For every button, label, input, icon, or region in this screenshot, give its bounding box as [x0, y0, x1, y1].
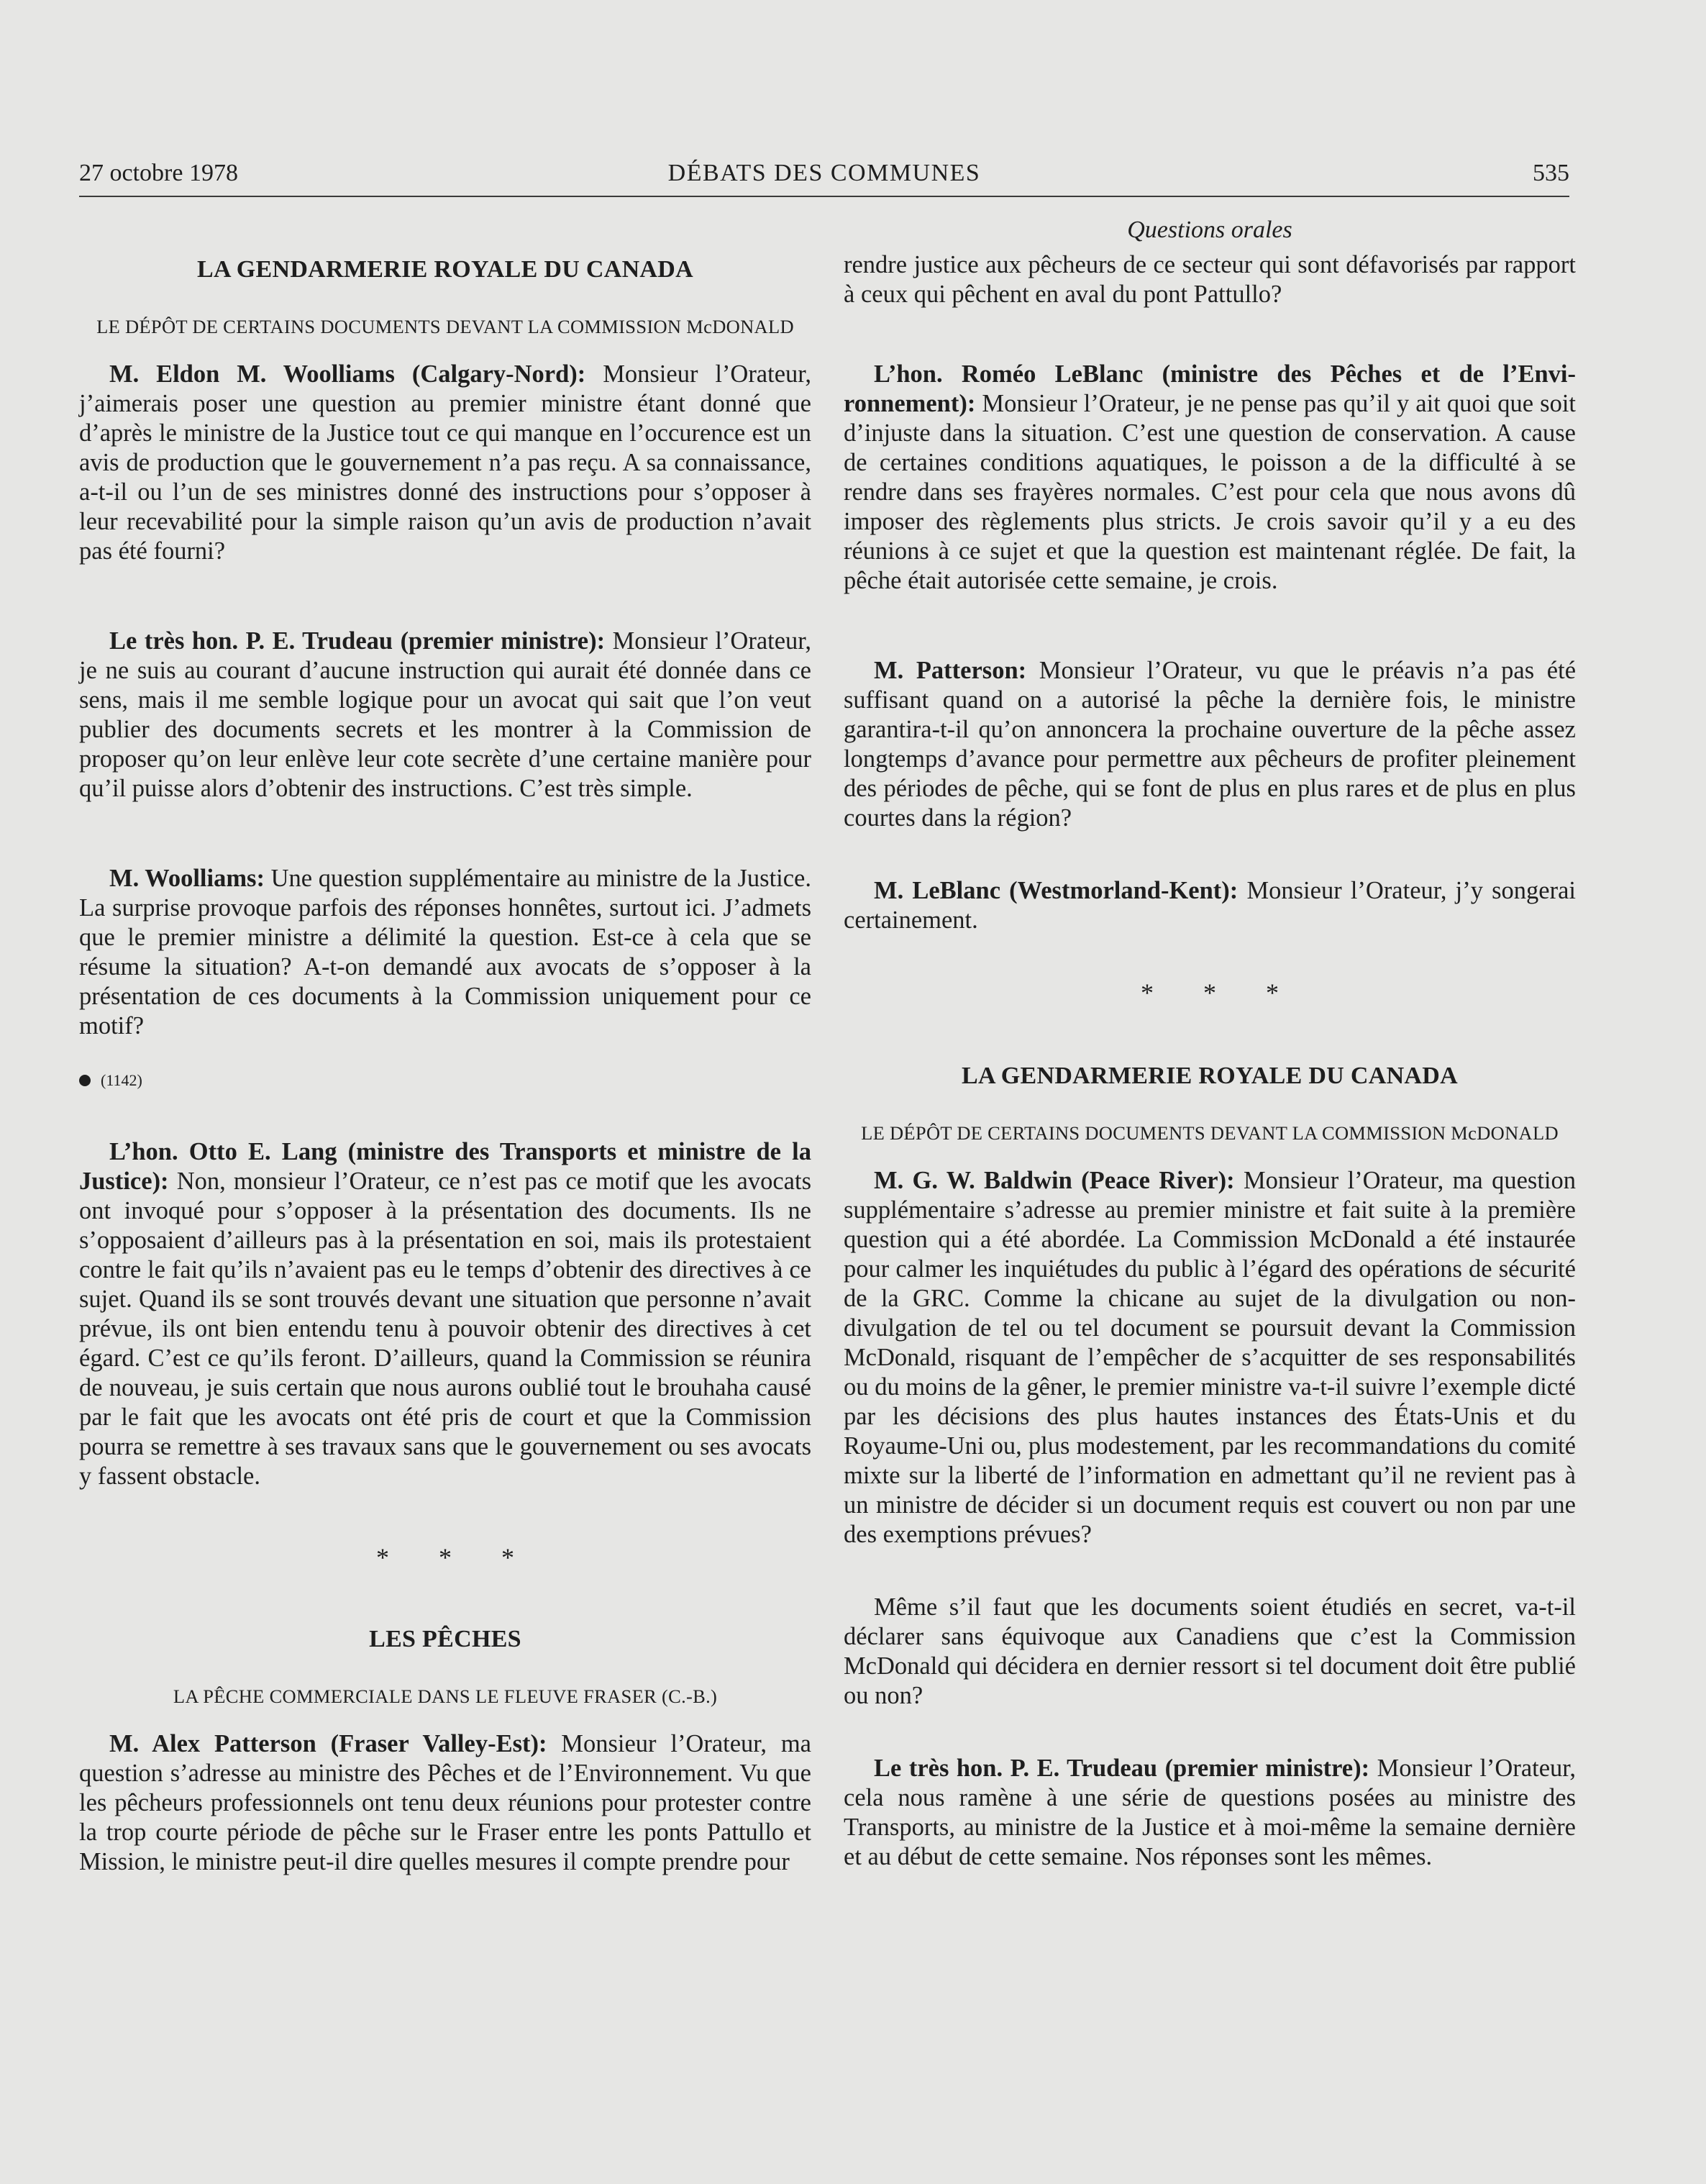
- speech-text: Monsieur l’Orateur, ma question s’adresse au ministre des Pêches et de l’Environnement. Vu que les pêcheurs professionnels ont tenu deux réunions pour protester contre la trop courte période de pêche sur le Fraser entre les ponts Pattullo et Mission, le ministre peut-il dire quelles mesures il compte prendre pour: [79, 1730, 811, 1875]
- speech-text: Monsieur l’Orateur, je ne pense pas qu’il y ait quoi que soit d’injuste dans la situation. C’est une question de conservation. A cause de certaines conditions aquatiques, le poisson a de la difficulté à se rendre dans ses frayères normales. C’est pour cela que nous avons dû imposer des règlements plus stricts. Je crois savoir qu’il y a eu des réunions à ce sujet et que la question est maintenant réglée. De fait, la pêche était autorisée cette semaine, je crois.: [844, 390, 1576, 594]
- speaker-name: L’hon. Roméo LeBlanc (ministre des Pêches et de l’Environnement):: [844, 360, 1576, 417]
- time-marker: [79, 1070, 811, 1091]
- page-header: [79, 160, 1569, 197]
- speech-text: Une question supplémentaire au ministre de la Justice. La surprise provoque parfois des réponses honnêtes, surtout ici. J’admets que le premier ministre a délimité la question. Est-ce à cela que se résume la situation? A-t-on demandé aux avocats de s’opposer à la présentation de ces documents à la Commission uniquement pour ce motif?: [79, 865, 811, 1039]
- speech-text: Monsieur l’Orateur, j’aimerais poser une question au premier ministre étant donné que d’après le ministre de la Justice tout ce qui manque en l’occurence est un avis de production que le gouvernement n’a pas reçu. A sa connaissance, a-t-il ou l’un de ses ministres donné des instructions pour s’opposer à leur recevabilité pour la simple raison qu’un avis de production n’avait pas été fourni?: [79, 360, 811, 565]
- speech-text: Non, monsieur l’Orateur, ce n’est pas ce motif que les avocats ont invoqué pour s’opposer à la présentation des documents. Ils ne s’opposaient d’ailleurs pas à la présentation en soi, mais ils protestaient contre le fait qu’ils n’avaient pas eu le temps d’obtenir des directives à ce sujet. Quand ils se sont trouvés devant une situation que personne n’avait prévue, ils ont bien entendu tenu à pouvoir obtenir des directives à cet égard. C’est ce qu’ils feront. D’ailleurs, quand la Commission se réunira de nouveau, je suis certain que nous aurons oublié tout le brouhaha causé par le fait que les avocats ont été pris de court et que la Commission pourra se remettre à ses travaux sans que le gouvernement ou ses avocats y fassent obstacle.: [79, 1168, 811, 1490]
- speech-paragraph: Même s’il faut que les documents soient étudiés en secret, va-t-il déclarer sans équivoque aux Canadiens que c’est la Commission McDonald qui décidera en dernier ressort si tel document doit être publié ou non?: [844, 1593, 1576, 1709]
- header-title: DÉBATS DES COMMUNES: [667, 160, 981, 186]
- speech-paragraph: [79, 1137, 811, 1491]
- speaker-name: M. Alex Patterson (Fraser Valley-Est):: [109, 1730, 547, 1757]
- speech-text: Monsieur l’Orateur, j’y songerai certainement.: [844, 877, 1576, 934]
- speech-paragraph: [79, 1729, 811, 1877]
- speech-paragraph: [844, 1166, 1576, 1550]
- speaker-name: M. Patterson:: [874, 657, 1027, 684]
- section-separator: * * *: [1141, 978, 1300, 1007]
- section-subtitle: LA PÊCHE COMMERCIALE DANS LE FLEUVE FRASER (C.-B.): [173, 1685, 718, 1707]
- section-subtitle: LE DÉPÔT DE CERTAINS DOCUMENTS DEVANT LA COMMISSION McDONALD: [861, 1122, 1559, 1144]
- speech-paragraph: [79, 864, 811, 1041]
- speaker-name: Le très hon. P. E. Trudeau (premier ministre):: [874, 1755, 1370, 1782]
- speech-text: Monsieur l’Orateur, ma question supplémentaire s’adresse au premier ministre et fait suite à la première question qui a été abordée. La Commission McDonald a été instaurée pour calmer les inquiétudes du public à l’égard des opérations de sécurité de la GRC. Comme la chicane au sujet de la divulgation ou non-divulgation de tel ou tel document se poursuit devant la Commission McDonald, risquant de l’empêcher de s’acquitter de ses responsabilités ou du moins de la gêner, le premier ministre va-t-il suivre l’exemple dicté par les décisions des plus hautes instances des États-Unis et du Royaume-Uni ou, plus modestement, par les recommandations du comité mixte sur la liberté de l’information en admettant qu’il ne revient pas à un ministre de décider si un document requis est couvert ou non par une des exemptions prévues?: [844, 1167, 1577, 1548]
- speech-paragraph: [844, 360, 1576, 596]
- section-title: LA GENDARMERIE ROYALE DU CANADA: [197, 256, 693, 283]
- speaker-name: Le très hon. P. E. Trudeau (premier ministre):: [109, 627, 606, 655]
- header-page-number: 535: [1533, 160, 1569, 186]
- speech-text: Monsieur l’Orateur, cela nous ramène à une série de questions posées au ministre des Transports, au ministre de la Justice et à moi-même la semaine dernière et au début de cette semaine. Nos réponses sont les mêmes.: [844, 1755, 1577, 1870]
- header-date: 27 octobre 1978: [79, 160, 238, 186]
- left-column: [79, 216, 811, 1877]
- right-column: [844, 216, 1576, 1872]
- speech-paragraph: [79, 627, 811, 804]
- section-title: LA GENDARMERIE ROYALE DU CANADA: [962, 1063, 1458, 1089]
- speech-paragraph-continued: rendre justice aux pêcheurs de ce secteur qui sont défavorisés par rapport à ceux qui pêchent en aval du pont Pattullo?: [844, 251, 1576, 308]
- section-separator: * * *: [376, 1543, 536, 1572]
- speech-text: Monsieur l’Orateur, je ne suis au courant d’aucune instruction qui aurait été donnée dans ce sens, mais il me semble logique pour un avocat qui sait que l’on veut publier des documents secrets et les montrer à la Commission de proposer qu’on leur enlève leur cote secrète d’une certaine manière pour qu’il puisse alors d’obtenir des instructions. C’est très simple.: [79, 627, 812, 802]
- speaker-name: M. Eldon M. Woolliams (Calgary-Nord):: [109, 360, 586, 388]
- speech-paragraph: [844, 876, 1576, 935]
- time-marker-label: (1142): [101, 1071, 142, 1089]
- speech-paragraph: [844, 656, 1576, 833]
- speech-text: Monsieur l’Orateur, vu que le préavis n’a pas été suffisant quand on a autorisé la pêche la dernière fois, le ministre garantira-t-il qu’on annoncera la prochaine ouverture de la pêche assez longtemps d’avance pour permettre aux pêcheurs de profiter pleinement des périodes de pêche, qui se font de plus en plus rares et de plus en plus courtes dans la région?: [844, 657, 1577, 832]
- speaker-name: L’hon. Otto E. Lang (ministre des Transports et ministre de la Justice):: [79, 1138, 811, 1195]
- section-subtitle: LE DÉPÔT DE CERTAINS DOCUMENTS DEVANT LA COMMISSION McDONALD: [96, 316, 794, 337]
- section-title: LES PÊCHES: [369, 1626, 521, 1652]
- speech-paragraph: [844, 1754, 1576, 1872]
- speech-paragraph: [79, 360, 811, 566]
- bullet-dot-icon: [79, 1075, 91, 1086]
- speaker-name: M. G. W. Baldwin (Peace River):: [874, 1167, 1235, 1194]
- speaker-name: M. LeBlanc (Westmorland-Kent):: [874, 877, 1239, 904]
- speaker-name: M. Woolliams:: [109, 865, 265, 892]
- running-head: Questions orales: [1127, 217, 1292, 243]
